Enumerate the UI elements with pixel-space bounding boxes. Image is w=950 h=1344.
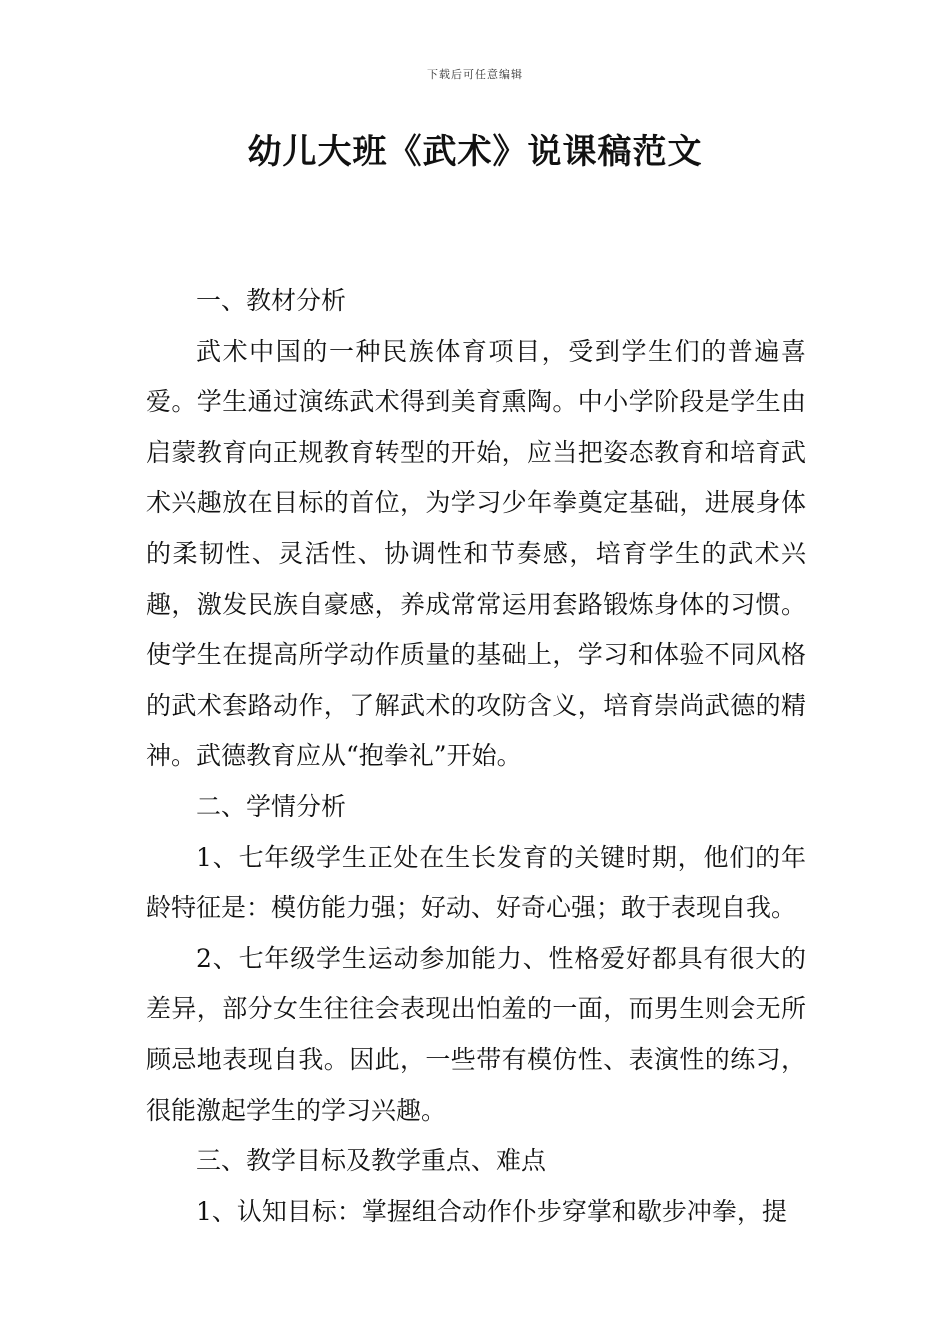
section-heading-students: 二、学情分析: [196, 791, 347, 821]
document-body: [146, 276, 806, 1237]
document-title: 幼儿大班《武术》说课稿范文: [247, 132, 703, 172]
paragraph-materials: 武术中国的一种民族体育项目，受到学生们的普遍喜爱。学生通过演练武术得到美育熏陶。中小学阶段是学生由启蒙教育向正规教育转型的开始，应当把姿态教育和培育武术兴趣放在目标的首位，为学习少年拳奠定基础，进展身体的柔韧性、灵活性、协调性和节奏感，培育学生的武术兴趣，激发民族自豪感，养成常常运用套路锻炼身体的习惯。使学生在提高所学动作质量的基础上，学习和体验不同风格的武术套路动作，了解武术的攻防含义，培育崇尚武德的精神。武德教育应从“抱拳礼”开始。: [146, 336, 806, 771]
paragraph-students-2: 2、七年级学生运动参加能力、性格爱好都具有很大的差异，部分女生往往会表现出怕羞的一面，而男生则会无所顾忌地表现自我。因此，一些带有模仿性、表演性的练习，很能激起学生的学习兴趣。: [146, 943, 806, 1125]
section-heading-materials: 一、教材分析: [196, 286, 347, 315]
header-note: 下载后可任意编辑: [427, 68, 523, 81]
paragraph-objectives-1: 1、认知目标：掌握组合动作仆步穿掌和歇步冲拳，提: [196, 1196, 787, 1226]
paragraph-students-1: 1、七年级学生正处在生长发育的关键时期，他们的年龄特征是：模仿能力强；好动、好奇心强；敢于表现自我。: [146, 842, 806, 923]
section-heading-objectives: 三、教学目标及教学重点、难点: [196, 1146, 547, 1176]
